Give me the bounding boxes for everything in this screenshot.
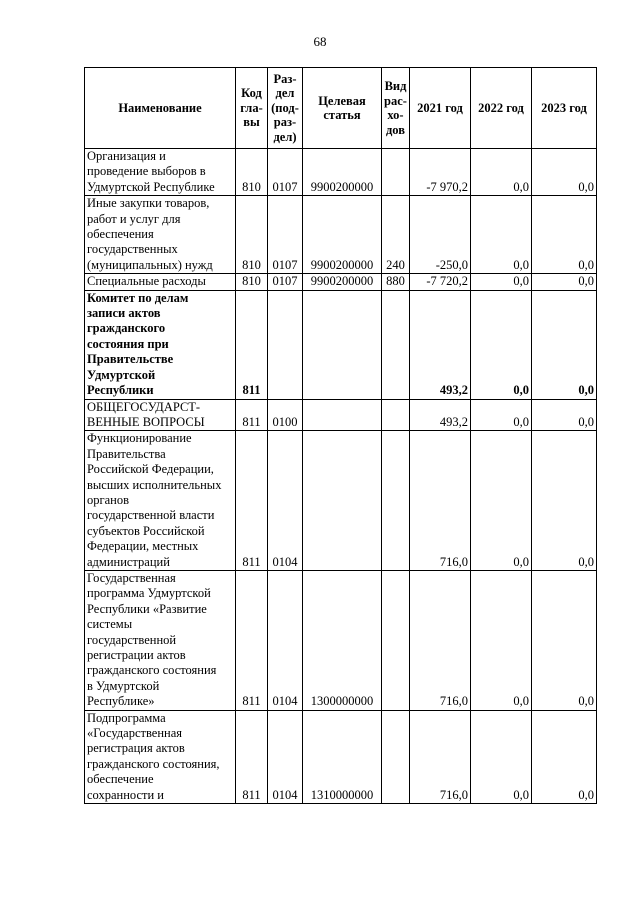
row-name: Специальные расходы (85, 274, 236, 290)
row-target: 9900200000 (303, 274, 382, 290)
row-2022: 0,0 (471, 570, 532, 710)
row-section: 0107 (268, 149, 303, 196)
row-section (268, 290, 303, 399)
row-code: 810 (236, 149, 268, 196)
row-code: 810 (236, 274, 268, 290)
row-2022: 0,0 (471, 431, 532, 571)
row-name: Организация и проведение выборов в Удмуртской Республике (85, 149, 236, 196)
row-code: 811 (236, 710, 268, 803)
table-row (85, 710, 597, 803)
row-type (382, 710, 410, 803)
header-target: Целевая статья (303, 68, 382, 149)
row-section: 0104 (268, 570, 303, 710)
row-2022: 0,0 (471, 399, 532, 431)
row-2023: 0,0 (532, 290, 597, 399)
header-2022: 2022 год (471, 68, 532, 149)
row-name: Функционирование Правительства Российской Федерации, высших исполнительных органов государственной власти субъектов Российской Федерации, местных администраций (85, 431, 236, 571)
row-type (382, 399, 410, 431)
row-type: 240 (382, 196, 410, 274)
row-code: 811 (236, 431, 268, 571)
row-name: Государственная программа Удмуртской Республики «Развитие системы государственной регистрации актов гражданского состояния в Удмуртской Республике» (85, 570, 236, 710)
row-2021: 716,0 (410, 431, 471, 571)
table-row (85, 399, 597, 431)
row-code: 811 (236, 399, 268, 431)
table-row (85, 431, 597, 571)
row-section: 0104 (268, 710, 303, 803)
row-target (303, 290, 382, 399)
header-code: Код гла- вы (236, 68, 268, 149)
header-2023: 2023 год (532, 68, 597, 149)
table-row (85, 290, 597, 399)
row-section: 0107 (268, 274, 303, 290)
table-row (85, 149, 597, 196)
row-2021: -7 720,2 (410, 274, 471, 290)
row-target: 1300000000 (303, 570, 382, 710)
budget-table (84, 67, 597, 804)
row-type (382, 149, 410, 196)
row-name: ОБЩЕГОСУДАРСТ- ВЕННЫЕ ВОПРОСЫ (85, 399, 236, 431)
row-section: 0107 (268, 196, 303, 274)
row-name: Комитет по делам записи актов гражданского состояния при Правительстве Удмуртской Республики (85, 290, 236, 399)
row-2021: 716,0 (410, 710, 471, 803)
row-target: 9900200000 (303, 149, 382, 196)
row-target: 1310000000 (303, 710, 382, 803)
row-type (382, 431, 410, 571)
row-type: 880 (382, 274, 410, 290)
table-row (85, 274, 597, 290)
table-row (85, 196, 597, 274)
row-type (382, 290, 410, 399)
row-section: 0100 (268, 399, 303, 431)
row-2023: 0,0 (532, 149, 597, 196)
row-2021: 493,2 (410, 290, 471, 399)
row-2021: 493,2 (410, 399, 471, 431)
row-2023: 0,0 (532, 570, 597, 710)
row-2023: 0,0 (532, 399, 597, 431)
row-2021: -7 970,2 (410, 149, 471, 196)
row-2022: 0,0 (471, 274, 532, 290)
row-2021: 716,0 (410, 570, 471, 710)
row-section: 0104 (268, 431, 303, 571)
header-section: Раз- дел (под- раз- дел) (268, 68, 303, 149)
row-code: 811 (236, 290, 268, 399)
row-name: Иные закупки товаров, работ и услуг для обеспечения государственных (муниципальных) нужд (85, 196, 236, 274)
row-2022: 0,0 (471, 710, 532, 803)
row-type (382, 570, 410, 710)
table-header-row (85, 68, 597, 149)
row-code: 810 (236, 196, 268, 274)
header-name: Наименование (85, 68, 236, 149)
row-2022: 0,0 (471, 149, 532, 196)
header-2021: 2021 год (410, 68, 471, 149)
row-2023: 0,0 (532, 710, 597, 803)
row-code: 811 (236, 570, 268, 710)
row-2023: 0,0 (532, 431, 597, 571)
page-number: 68 (313, 34, 327, 49)
row-2023: 0,0 (532, 196, 597, 274)
row-target (303, 399, 382, 431)
header-type: Вид рас- хо- дов (382, 68, 410, 149)
row-name: Подпрограмма «Государственная регистрация актов гражданского состояния, обеспечение сохранности и (85, 710, 236, 803)
table-row (85, 570, 597, 710)
row-2022: 0,0 (471, 196, 532, 274)
row-target (303, 431, 382, 571)
row-2021: -250,0 (410, 196, 471, 274)
row-2022: 0,0 (471, 290, 532, 399)
row-target: 9900200000 (303, 196, 382, 274)
row-2023: 0,0 (532, 274, 597, 290)
